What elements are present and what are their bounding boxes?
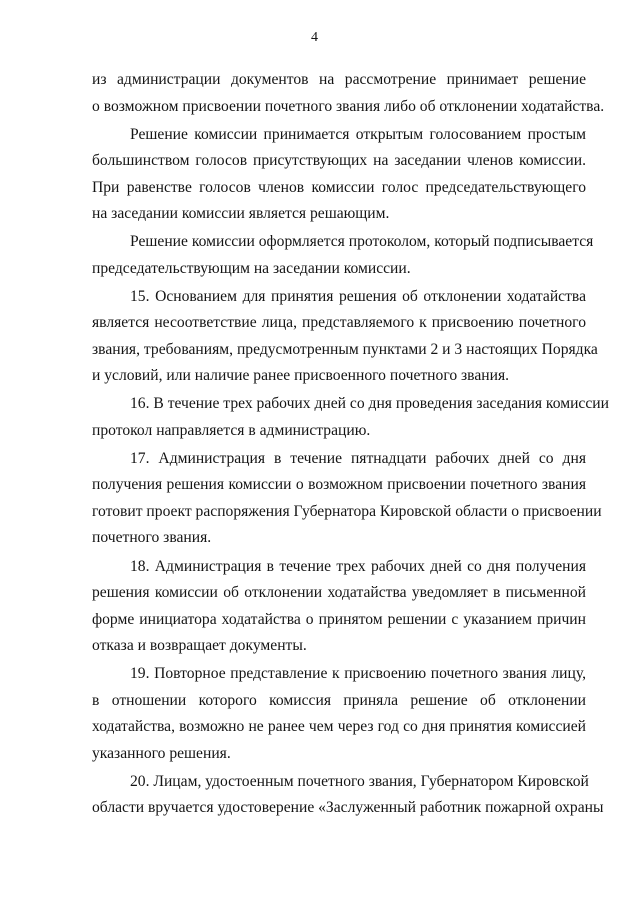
- text-line: 15. Основанием для принятия решения об отклонении ходатайства: [130, 287, 586, 305]
- text-line: отказа и возвращает документы.: [92, 637, 307, 655]
- page-number: 4: [311, 30, 318, 45]
- text-line: форме инициатора ходатайства о принятом решении с указанием причин: [92, 610, 586, 628]
- paragraph: [92, 661, 586, 767]
- text-line: При равенстве голосов членов комиссии голос председательствующего: [92, 178, 586, 196]
- text-line: звания, требованиям, предусмотренным пунктами 2 и 3 настоящих Порядка: [92, 340, 598, 358]
- paragraph: [92, 67, 605, 120]
- paragraph: [92, 446, 602, 552]
- paragraph: [92, 284, 598, 390]
- text-line: Решение комиссии принимается открытым голосованием простым: [130, 125, 586, 143]
- paragraph: [92, 122, 586, 228]
- text-line: указанного решения.: [92, 744, 231, 762]
- text-line: протокол направляется в администрацию.: [92, 421, 371, 439]
- paragraph: [92, 554, 586, 660]
- text-line: большинством голосов присутствующих на заседании членов комиссии.: [92, 152, 586, 170]
- text-line: области вручается удостоверение «Заслуженный работник пожарной охраны: [92, 799, 604, 817]
- text-line: 17. Администрация в течение пятнадцати рабочих дней со дня: [130, 449, 586, 467]
- text-line: на заседании комиссии является решающим.: [92, 205, 390, 223]
- document-body: [92, 67, 609, 822]
- text-line: о возможном присвоении почетного звания либо об отклонении ходатайства.: [92, 97, 605, 115]
- paragraph: [92, 229, 594, 282]
- text-line: ходатайства, возможно не ранее чем через год со дня принятия комиссией: [92, 718, 586, 736]
- text-line: решения комиссии об отклонении ходатайства уведомляет в письменной: [92, 584, 586, 602]
- text-line: является несоответствие лица, представляемого к присвоению почетного: [92, 314, 586, 332]
- text-line: почетного звания.: [92, 529, 212, 547]
- text-line: 20. Лицам, удостоенным почетного звания, Губернатором Кировской: [130, 772, 589, 790]
- text-line: 19. Повторное представление к присвоению почетного звания лицу,: [130, 665, 586, 683]
- paragraph: [92, 769, 604, 822]
- text-line: председательствующим на заседании комиссии.: [92, 259, 411, 277]
- text-line: получения решения комиссии о возможном присвоении почетного звания: [92, 476, 586, 494]
- text-line: 16. В течение трех рабочих дней со дня проведения заседания комиссии: [130, 395, 609, 413]
- text-line: из администрации документов на рассмотрение принимает решение: [92, 71, 586, 88]
- paragraph: [92, 391, 609, 444]
- text-line: 18. Администрация в течение трех рабочих дней со дня получения: [130, 557, 586, 575]
- text-line: в отношении которого комиссия приняла решение об отклонении: [92, 691, 586, 709]
- text-line: и условий, или наличие ранее присвоенного почетного звания.: [92, 367, 510, 385]
- text-line: готовит проект распоряжения Губернатора Кировской области о присвоении: [92, 502, 602, 520]
- text-line: Решение комиссии оформляется протоколом, который подписывается: [130, 233, 594, 251]
